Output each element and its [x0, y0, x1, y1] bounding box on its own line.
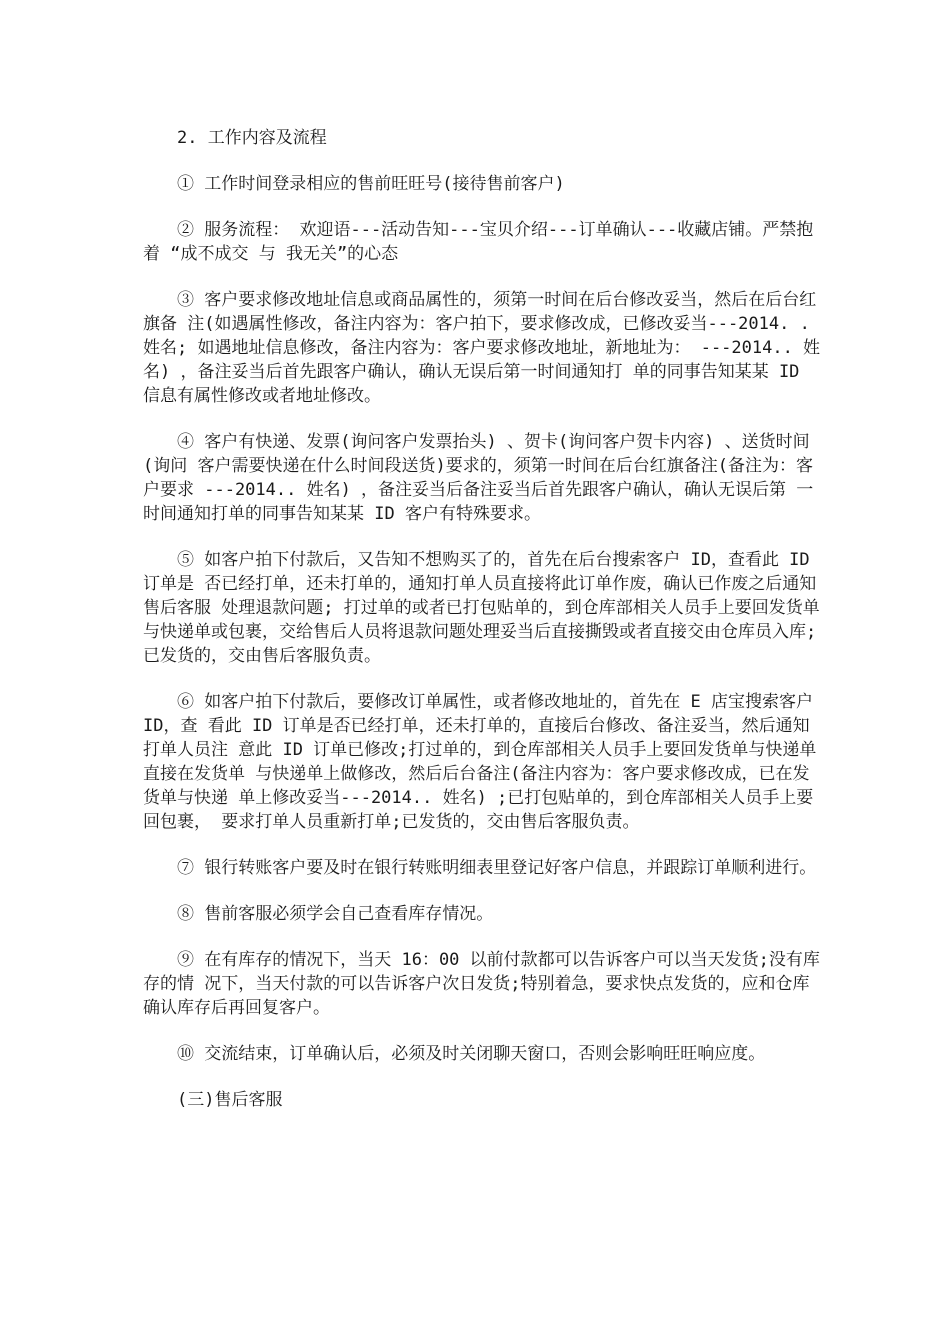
paragraph-10: ⑩ 交流结束，订单确认后，必须及时关闭聊天窗口，否则会影响旺旺响应度。: [177, 1044, 766, 1064]
paragraph-9: ⑨ 在有库存的情况下，当天 16：00 以前付款都可以告诉客户可以当天发货;没有库存的情 况下，当天付款的可以告诉客户次日发货;特别着急，要求快点发货的，应和仓库确认库存后再回复客户。: [143, 950, 820, 1018]
paragraph-2: ② 服务流程： 欢迎语---活动告知---宝贝介绍---订单确认---收藏店铺。严禁抱着 “成不成交 与 我无关”的心态: [143, 220, 814, 264]
paragraph-6: ⑥ 如客户拍下付款后，要修改订单属性，或者修改地址的，首先在 E 店宝搜索客户 ID，查 看此 ID 订单是否已经打单，还未打单的，直接后台修改、备注妥当，然后通知打单人员注 意此 ID 订单已修改;打过单的，到仓库部相关人员手上要回发货单与快递单直接在发货单 与快递单上做修改，然后后台备注(备注内容为：客户要求修改成，已在发货单与快递 单上修改妥当---2014.. 姓名) ;已打包贴单的，到仓库部相关人员手上要回包裹， 要求打单人员重新打单;已发货的，交由售后客服负责。: [143, 692, 817, 832]
paragraph-1: ① 工作时间登录相应的售前旺旺号(接待售前客户): [177, 174, 565, 194]
document-body: [143, 126, 823, 1112]
paragraph-8: ⑧ 售前客服必须学会自己查看库存情况。: [177, 904, 494, 924]
paragraph-7: ⑦ 银行转账客户要及时在银行转账明细表里登记好客户信息，并跟踪订单顺利进行。: [177, 858, 817, 878]
paragraph-4: ④ 客户有快递、发票(询问客户发票抬头) 、贺卡(询问客户贺卡内容) 、送货时间(询问 客户需要快递在什么时间段送货)要求的，须第一时间在后台红旗备注(备注为：客户要求 ---2014.. 姓名) ，备注妥当后备注妥当后首先跟客户确认，确认无误后第 一时间通知打单的同事告知某某 ID 客户有特殊要求。: [143, 432, 814, 524]
subsection-heading: (三)售后客服: [177, 1090, 283, 1110]
paragraph-3: ③ 客户要求修改地址信息或商品属性的，须第一时间在后台修改妥当，然后在后台红旗备 注(如遇属性修改，备注内容为：客户拍下，要求修改成，已修改妥当---2014. . 姓名; 如遇地址信息修改，备注内容为：客户要求修改地址，新地址为： ---2014.. 姓名) ，备注妥当后首先跟客户确认，确认无误后第一时间通知打 单的同事告知某某 ID 信息有属性修改或者地址修改。: [143, 290, 821, 406]
section-heading: 2. 工作内容及流程: [177, 128, 327, 148]
paragraph-5: ⑤ 如客户拍下付款后，又告知不想购买了的，首先在后台搜索客户 ID，查看此 ID 订单是 否已经打单，还未打单的，通知打单人员直接将此订单作废，确认已作废之后通知售后客服 处理退款问题; 打过单的或者已打包贴单的，到仓库部相关人员手上要回发货单与快递单或包裹，交给售后人员将退款问题处理妥当后直接撕毁或者直接交由仓库员入库;已发货的，交由售后客服负责。: [143, 550, 820, 666]
